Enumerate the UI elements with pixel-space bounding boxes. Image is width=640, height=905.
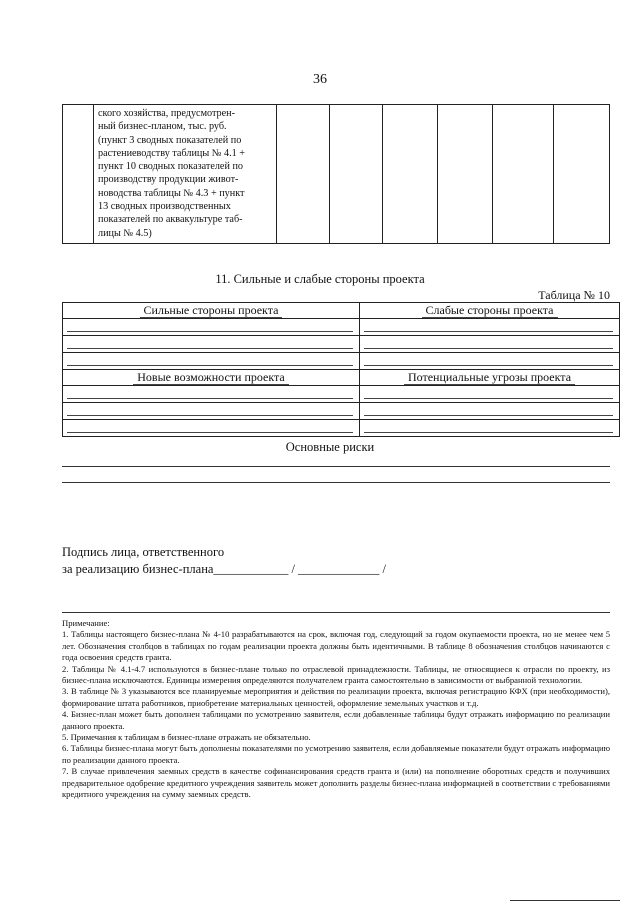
strengths-header: Сильные стороны проекта bbox=[63, 303, 360, 319]
table-cell bbox=[330, 105, 383, 244]
footer-line bbox=[510, 900, 620, 901]
note-item: 5. Примечания к таблицам в бизнес-плане отражать не обязательно. bbox=[62, 732, 311, 743]
swot-table bbox=[62, 302, 620, 437]
table-cell bbox=[383, 105, 438, 244]
threats-header: Потенциальные угрозы проекта bbox=[360, 370, 620, 386]
table-cell bbox=[63, 403, 360, 420]
table-cell bbox=[360, 403, 620, 420]
table-cell bbox=[360, 336, 620, 353]
table-cell bbox=[360, 386, 620, 403]
indicator-description: ского хозяйства, предусмотрен- ный бизнес-планом, тыс. руб. (пункт 3 сводных показателей по растениеводству таблицы № 4.1 + пункт 10 сводных показателей по производству продукции живот- новодства таблицы № 4.3 + пункт 13 сводных производственных показателей по аквакультуре таб- лицы № 4.5) bbox=[98, 108, 246, 239]
table-cell bbox=[63, 420, 360, 437]
table-cell bbox=[63, 105, 94, 244]
table-cell bbox=[63, 319, 360, 336]
note-item: 2. Таблицы № 4.1-4.7 используются в бизнес-плане только по отраслевой принадлежности. Таблицы, не относящиеся к отрасли по проекту, из бизнес-плана исключаются. Единицы измерения определяются получателем гранта самостоятельно в зависимости от выбранной технологии. bbox=[62, 663, 610, 686]
note-item: 4. Бизнес-план может быть дополнен таблицами по усмотрению заявителя, если добавленные таблицы будут отражать информацию по реализации данного проекта. bbox=[62, 709, 610, 731]
table-cell bbox=[63, 353, 360, 370]
table-cell bbox=[438, 105, 493, 244]
risks-title: Основные риски bbox=[285, 440, 375, 454]
opportunities-header: Новые возможности проекта bbox=[63, 370, 360, 386]
risks-line bbox=[62, 482, 610, 483]
note-item: 7. В случае привлечения заемных средств в качестве софинансирования средств гранта и (или) на пополнение оборотных средств и получивших предварительное одобрение кредитного учреждения заявитель может дополнить разделы бизнес-плана информацией в соответствии с требованиями кредитного учреждения на сумму заемных средств. bbox=[62, 766, 610, 800]
table-cell bbox=[277, 105, 330, 244]
weaknesses-header: Слабые стороны проекта bbox=[360, 303, 620, 319]
risks-line bbox=[62, 466, 610, 467]
table-cell bbox=[493, 105, 554, 244]
table-cell bbox=[63, 386, 360, 403]
section-title: 11. Сильные и слабые стороны проекта bbox=[215, 272, 425, 286]
page-number: 36 bbox=[313, 72, 327, 87]
signature-block bbox=[62, 544, 386, 578]
notes-heading: Примечание: bbox=[62, 618, 110, 628]
table-cell bbox=[360, 319, 620, 336]
table-cell bbox=[63, 336, 360, 353]
table-cell-indicator bbox=[94, 105, 277, 244]
table-cell bbox=[554, 105, 610, 244]
continuation-table bbox=[62, 104, 610, 244]
note-item: 6. Таблицы бизнес-плана могут быть дополнены показателями по усмотрению заявителя, если добавляемые показатели будут отражать информацию по реализации данного проекта. bbox=[62, 743, 610, 765]
note-item: 1. Таблицы настоящего бизнес-плана № 4-10 разрабатываются на срок, включая год, следующий за годом окупаемости проекта, но не менее чем 5 лет. Обозначения столбцов в таблицах по годам реализации проекта должны быть идентичными. В таблице 8 обозначения столбцов начинаются с года освоения средств гранта. bbox=[62, 629, 610, 663]
notes-block bbox=[62, 618, 610, 801]
table-label: Таблица № 10 bbox=[538, 288, 610, 302]
notes-separator bbox=[62, 612, 610, 613]
table-cell bbox=[360, 353, 620, 370]
signature-line-1: Подпись лица, ответственного bbox=[62, 545, 225, 559]
note-item: 3. В таблице № 3 указываются все планируемые мероприятия и действия по реализации проекта, включая регистрацию КФХ (при необходимости), формирование штата работников, приобретение материальных ценностей, оформление земельных участков и т.д. bbox=[62, 686, 610, 708]
table-cell bbox=[360, 420, 620, 437]
signature-line-2: за реализацию бизнес-плана____________ / _____________ / bbox=[62, 562, 387, 576]
